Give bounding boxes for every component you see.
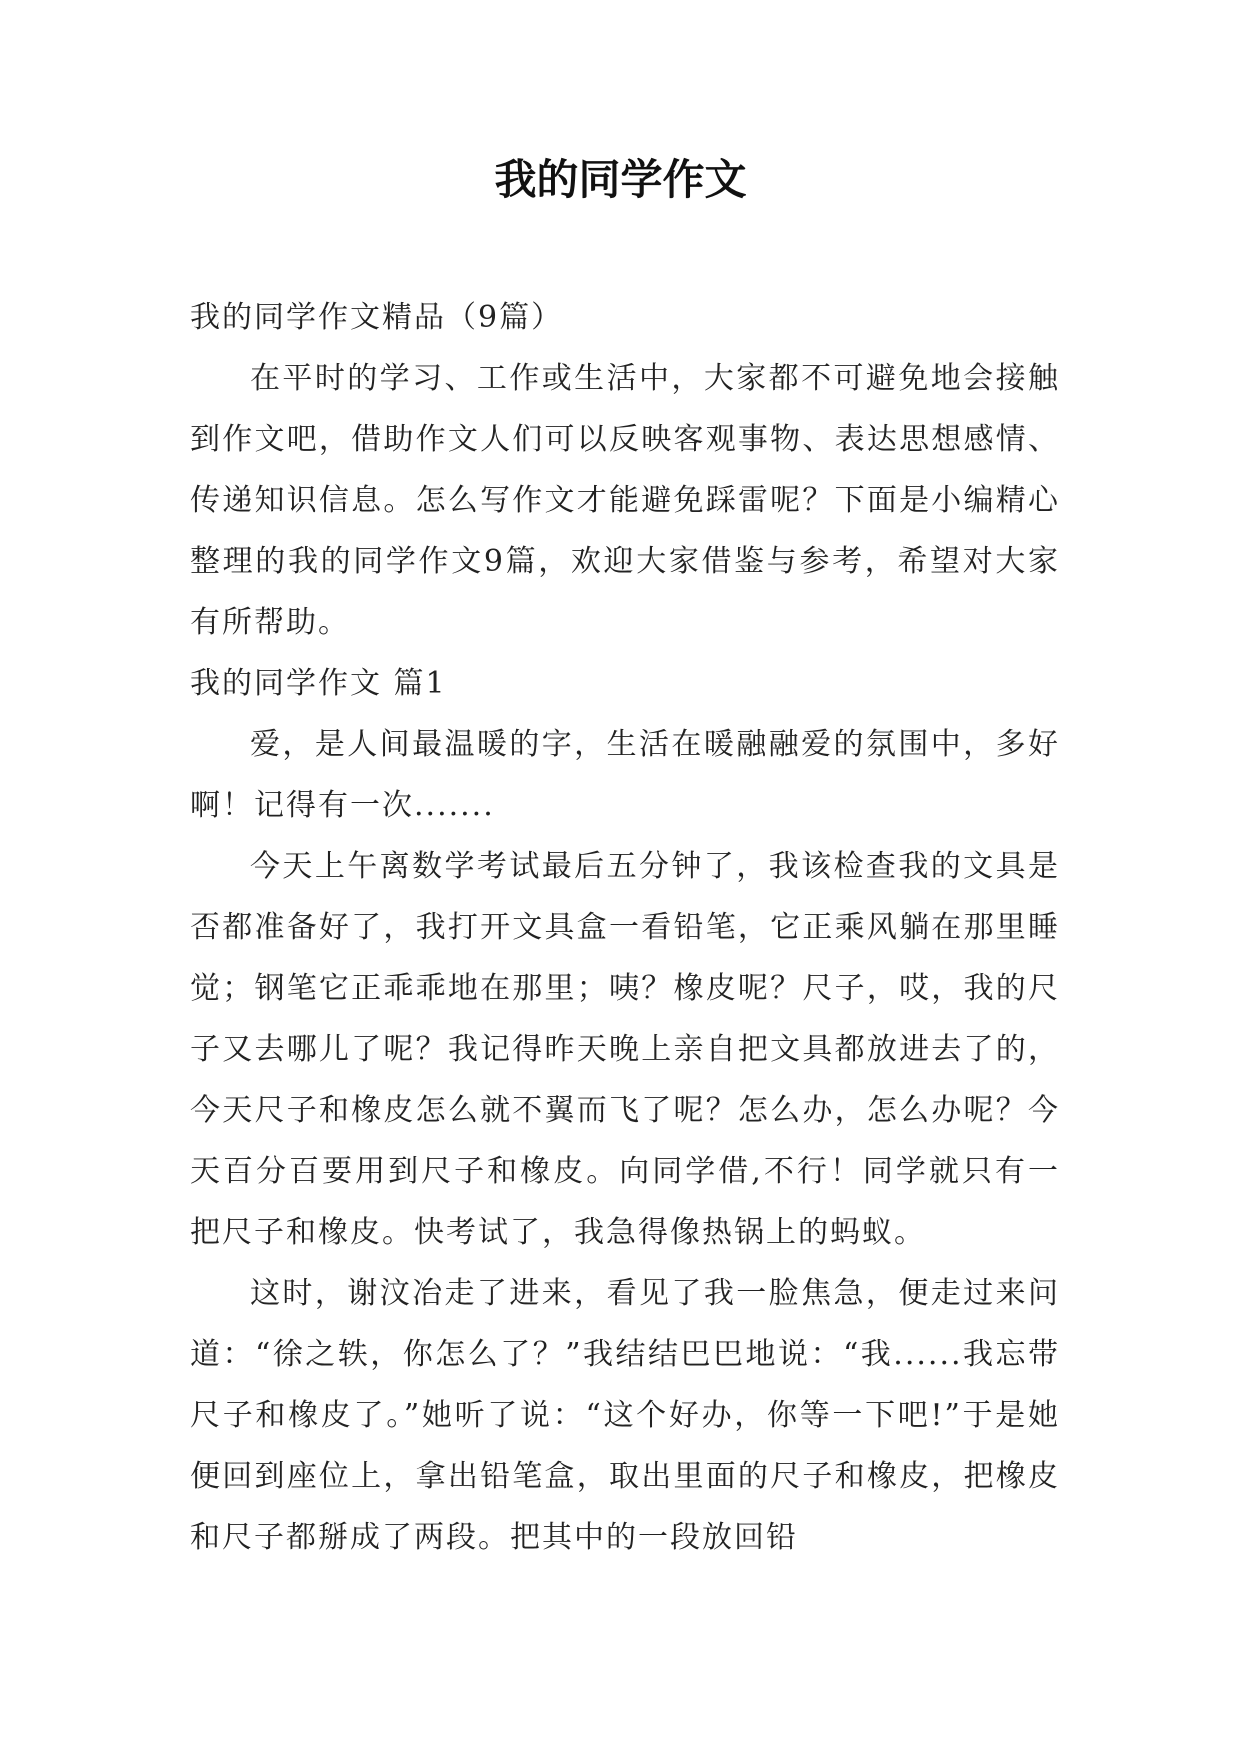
body-paragraph: 这时，谢汶冶走了进来，看见了我一脸焦急，便走过来问道：“徐之轶，你怎么了？”我结结巴巴地说：“我......我忘带尺子和橡皮了。”她听了说：“这个好办，你等一下吧!”于是她便回到座位上，拿出铅笔盒，取出里面的尺子和橡皮，把橡皮和尺子都掰成了两段。把其中的一段放回铅 — [190, 1276, 1060, 1555]
body-paragraph: 爱，是人间最温暖的字，生活在暖融融爱的氛围中，多好啊！记得有一次....... — [190, 727, 1060, 823]
intro-paragraph: 在平时的学习、工作或生活中，大家都不可避免地会接触到作文吧，借助作文人们可以反映客观事物、表达思想感情、传递知识信息。怎么写作文才能避免踩雷呢？下面是小编精心整理的我的同学作文9篇，欢迎大家借鉴与参考，希望对大家有所帮助。 — [190, 361, 1060, 640]
document-body — [190, 287, 1060, 1568]
subtitle-line: 我的同学作文精品（9篇） — [190, 300, 564, 335]
section-heading: 我的同学作文 篇1 — [190, 666, 447, 701]
document-title: 我的同学作文 — [494, 155, 747, 204]
body-paragraph: 今天上午离数学考试最后五分钟了，我该检查我的文具是否都准备好了，我打开文具盒一看铅笔，它正乘风躺在那里睡觉；钢笔它正乖乖地在那里；咦？橡皮呢？尺子，哎，我的尺子又去哪儿了呢？我记得昨天晚上亲自把文具都放进去了的，今天尺子和橡皮怎么就不翼而飞了呢？怎么办，怎么办呢？今天百分百要用到尺子和橡皮。向同学借,不行！同学就只有一把尺子和橡皮。快考试了，我急得像热锅上的蚂蚁。 — [190, 849, 1060, 1250]
